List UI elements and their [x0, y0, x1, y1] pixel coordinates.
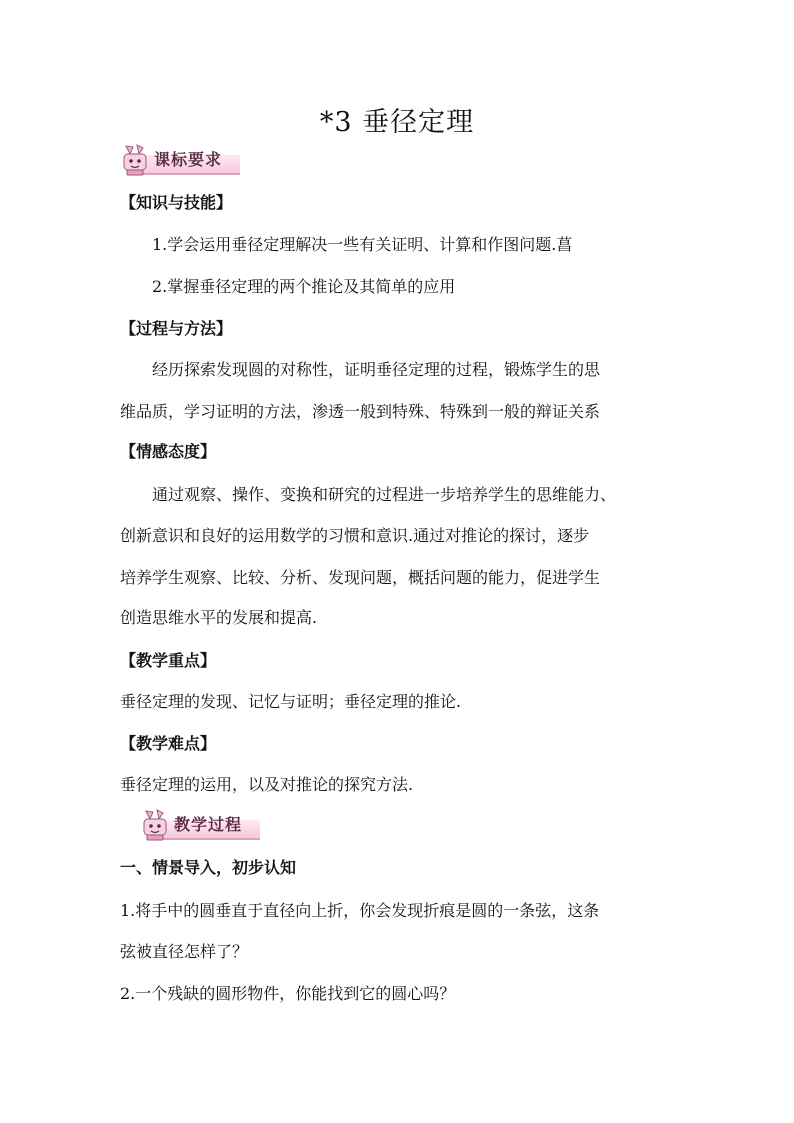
method-heading: 【过程与方法】 — [120, 319, 233, 338]
method-line-2: 维品质，学习证明的方法，渗透一般到特殊、特殊到一般的辩证关系 — [120, 402, 601, 421]
page-title: *3 垂径定理 — [319, 107, 475, 138]
process-banner-label: 教学过程 — [174, 815, 243, 834]
process-banner — [138, 808, 262, 842]
knowledge-line-2: 2.掌握垂径定理的两个推论及其简单的应用 — [152, 277, 456, 296]
cartoon-mascot-icon — [138, 808, 172, 842]
banner-underline — [160, 838, 260, 840]
knowledge-line-1: 1.学会运用垂径定理解决一些有关证明、计算和作图问题.菖 — [152, 235, 573, 254]
method-line-1: 经历探索发现圆的对称性，证明垂径定理的过程，锻炼学生的思 — [152, 360, 601, 379]
key-points-heading: 【教学重点】 — [120, 651, 217, 670]
intro-heading: 一、情景导入，初步认知 — [120, 858, 297, 877]
intro-line-2: 弦被直径怎样了？ — [120, 942, 249, 961]
banner-underline — [140, 173, 240, 175]
intro-line-3: 2.一个残缺的圆形物件，你能找到它的圆心吗？ — [120, 984, 456, 1003]
standards-banner — [118, 143, 240, 177]
difficulty-line: 垂径定理的运用，以及对推论的探究方法. — [120, 775, 414, 794]
emotion-heading: 【情感态度】 — [120, 442, 217, 461]
difficulty-heading: 【教学难点】 — [120, 734, 217, 753]
cartoon-mascot-icon — [118, 143, 152, 177]
key-points-line: 垂径定理的发现、记忆与证明；垂径定理的推论. — [120, 692, 462, 711]
emotion-line-4: 创造思维水平的发展和提高. — [120, 608, 318, 627]
emotion-line-1: 通过观察、操作、变换和研究的过程进一步培养学生的思维能力、 — [152, 485, 617, 504]
standards-banner-label: 课标要求 — [154, 150, 223, 169]
intro-line-1: 1.将手中的圆垂直于直径向上折，你会发现折痕是圆的一条弦，这条 — [120, 901, 600, 920]
knowledge-heading: 【知识与技能】 — [120, 193, 233, 212]
emotion-line-2: 创新意识和良好的运用数学的习惯和意识.通过对推论的探讨，逐步 — [120, 526, 590, 545]
emotion-line-3: 培养学生观察、比较、分析、发现问题，概括问题的能力，促进学生 — [120, 568, 601, 587]
